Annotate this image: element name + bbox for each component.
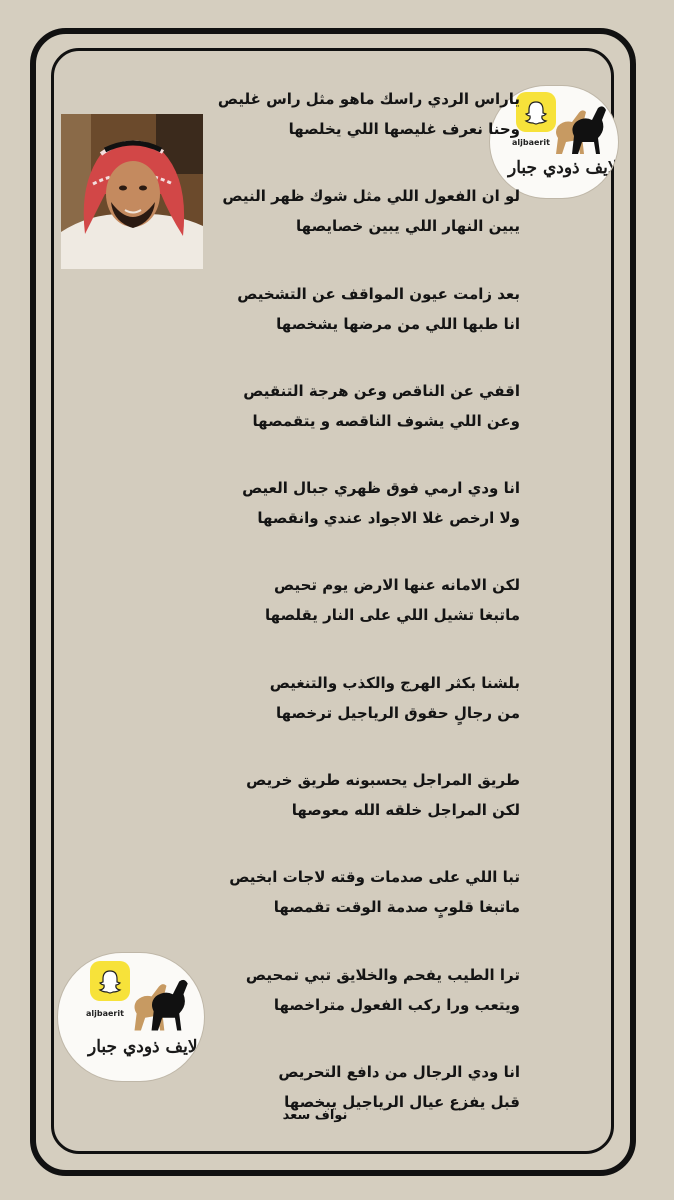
verse-line: تبا اللي على صدمات وقته لاجات ابخيص [229, 868, 520, 887]
verse-line: لكن المراجل خلقه الله معوصها [291, 801, 520, 820]
verse-line: انا طبها اللي من مرضها يشخصها [276, 314, 520, 333]
verse-line: ولا ارخص غلا الاجواد عندي وانقصها [257, 509, 520, 528]
couplet [150, 473, 520, 570]
snapchat-handle: aljbaerit [86, 1009, 124, 1018]
poet-signature: نواف سعد [282, 1108, 348, 1123]
couplet [150, 960, 520, 1057]
verse-line: لكن الامانه عنها الارض يوم تحيص [273, 576, 520, 595]
snapchat-icon [90, 961, 130, 1001]
poem [150, 84, 520, 1154]
verse-line: قبل يفزع عيال الرياجيل يبخصها [284, 1092, 520, 1111]
verse-line: طريق المراجل يحسبونه طريق خريص [246, 771, 520, 790]
brand-logo-text: لايف ذودي جبار [508, 158, 618, 178]
couplet [150, 181, 520, 278]
verse-line: ماتبغا قلوبٍ صدمة الوقت تقمصها [273, 898, 520, 917]
verse-line: ماتبغا تشيل اللي على النار يقلصها [265, 606, 520, 625]
verse-line: انا ودي ارمي فوق ظهري جبال العيص [242, 479, 520, 498]
couplet [150, 279, 520, 376]
couplet [150, 376, 520, 473]
verse-line: ويتعب ورا ركب الفعول متراخصها [273, 995, 520, 1014]
verse-line: بلشنا بكثر الهرج والكذب والتنغيص [269, 673, 520, 692]
verse-line: وحنا نعرف غليصها اللي يخلصها [288, 120, 520, 138]
couplet [150, 862, 520, 959]
couplet [150, 84, 520, 181]
couplet [150, 570, 520, 667]
couplet [150, 765, 520, 862]
verse-line: انا ودي الرجال من دافع التحريص [278, 1062, 520, 1081]
verse-line: لو ان الفعول اللي مثل شوك ظهر النيص [222, 187, 520, 206]
verse-line: ترا الطيب يفحم والخلايق تبي تمحيص [245, 965, 520, 984]
verse-line: اقفي عن الناقص وعن هرجة التنقيص [243, 381, 520, 400]
snapchat-handle: aljbaerit [512, 138, 550, 147]
horses-icon [548, 102, 610, 160]
couplet [150, 1057, 520, 1154]
couplet [150, 668, 520, 765]
verse-line: وعن اللي يشوف الناقصه و يتقمصها [252, 411, 520, 430]
verse-line: بعد زامت عيون المواقف عن التشخيص [237, 284, 520, 303]
brand-logo-text: لايف ذودي جبار [88, 1037, 198, 1057]
verse-line: يبين النهار اللي يبين خصايصها [296, 217, 520, 236]
verse-line: من رجالٍ حقوق الرياجيل ترخصها [276, 703, 520, 722]
verse-line: ياراس الردي راسك ماهو مثل راس غليص [217, 90, 520, 108]
